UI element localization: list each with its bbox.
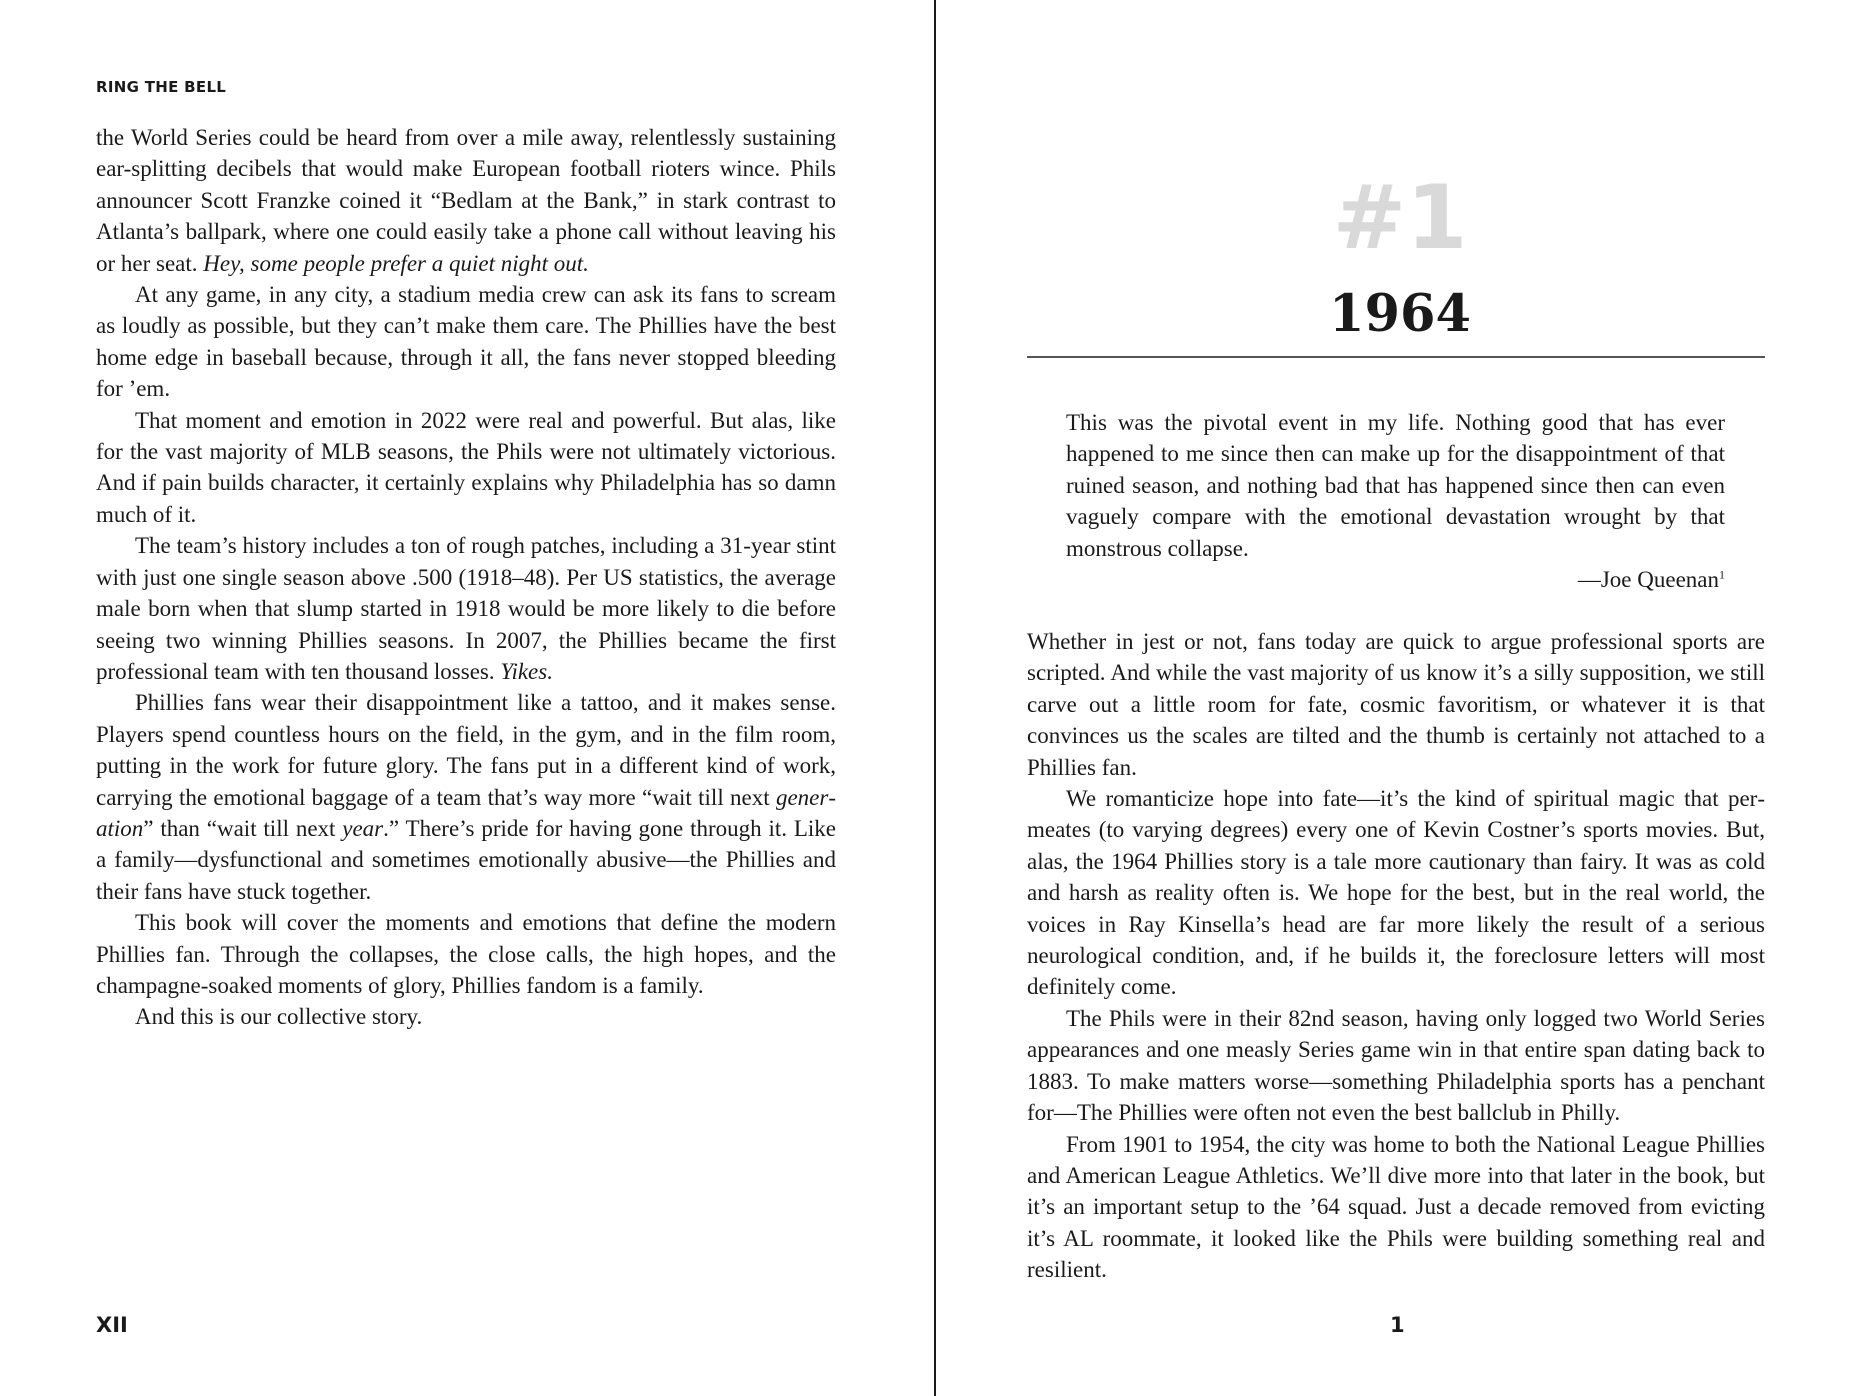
chapter-title: 1964 <box>1329 284 1471 344</box>
paragraph-italic: generation <box>96 784 836 841</box>
paragraph: We romanticize hope into fate—it’s the kind of spiritual magic that permeates (to varying degrees) every one of Kevin Costner’s sports movies. But, alas, the 1964 Phillies story is a tale more cautionary than fairy. It was as cold and harsh as reality often is. We hope for the best, but in the real world, the voices in Ray Kinsella’s head are far more likely the result of a serious neurological condition, and, if he builds it, the foreclosure letters will most definitely come. <box>1027 786 1765 1000</box>
paragraph: Whether in jest or not, fans today are quick to argue professional sports are scripted. And while the vast majority of us know it’s a silly supposition, we still carve out a little room for fate, cosmic favoritism, or whatever it is that convinces us the scales are tilted and the thumb is certainly not attached to a Phillies fan. <box>1027 629 1765 780</box>
epigraph <box>1066 407 1725 595</box>
epigraph-attribution <box>1066 564 1725 595</box>
paragraph <box>96 122 836 279</box>
page-number: XII <box>96 1313 128 1337</box>
paragraph-italic: Yikes. <box>500 658 553 684</box>
running-head: RING THE BELL <box>96 78 227 96</box>
book-gutter-divider <box>934 0 936 1396</box>
attribution-text: —Joe Queenan <box>1577 567 1719 593</box>
paragraph <box>96 687 836 907</box>
paragraph-text: Phillies fans wear their disappointment like a tattoo, and it makes sense. Players spend countless hours on the field, in the gym, and in the film room, putting in the work for future glory. The fans put in a different kind of work, carrying the emotional baggage of a team that’s way more “wait till next <box>96 690 836 810</box>
paragraph: The Phils were in their 82nd season, having only logged two World Series appearances and one measly Series game win in that entire span dating back to 1883. To make matters worse—something Philadelphia sports has a penchant for—The Phillies were often not even the best ballclub in Philly. <box>1027 1005 1765 1126</box>
paragraph-text: .” There’s pride for having gone through it. Like a family—dysfunctional and sometimes emotionally abusive—the Phillies and their fans have stuck together. <box>96 815 836 904</box>
paragraph-text: the World Series could be heard from over a mile away, relentlessly sustaining ear-splitting decibels that would make European football rioters wince. Phils announcer Scott Franzke coined it “Bedlam at the Bank,” in stark contrast to Atlanta’s ballpark, where one could easily take a phone call without leaving his or her seat. <box>96 125 836 276</box>
left-body-text <box>96 122 836 1033</box>
chapter-divider <box>1027 356 1765 358</box>
paragraph: This book will cover the moments and emotions that define the modern Phillies fan. Through the collapses, the close calls, the high hopes, and the champagne-soaked moments of glory, Phillies fandom is a family. <box>96 910 836 998</box>
paragraph-italic: Hey, some people prefer a quiet night out. <box>203 250 589 276</box>
paragraph: At any game, in any city, a stadium media crew can ask its fans to scream as loudly as possible, but they can’t make them care. The Phillies have the best home edge in baseball because, through it all, the fans never stopped bleeding for ’em. <box>96 282 836 402</box>
paragraph: From 1901 to 1954, the city was home to both the National League Phillies and American League Athletics. We’ll dive more into that later in the book, but it’s an important setup to the ’64 squad. Just a decade removed from evicting it’s AL roommate, it looked like the Phils were building something real and resilient. <box>1027 1131 1765 1283</box>
paragraph-italic: year <box>342 815 384 841</box>
epigraph-text: This was the pivotal event in my life. Nothing good that has ever happened to me since then can make up for the disappointment of that ruined season, and nothing bad that has happened since then can even vaguely compare with the emotional devastation wrought by that monstrous collapse. <box>1066 410 1725 561</box>
chapter-number: #1 <box>1332 166 1468 269</box>
page-number: 1 <box>1390 1313 1405 1337</box>
right-body-text <box>1027 626 1765 1286</box>
footnote-reference[interactable]: 1 <box>1719 567 1725 582</box>
paragraph-text: ” than “wait till next <box>143 815 343 841</box>
paragraph: And this is our collective story. <box>135 1004 423 1030</box>
paragraph-text: The team’s history includes a ton of rough patches, including a 31-year stint with just one single season above .500 (1918–48). Per US statistics, the average male born when that slump started in 1918 would be more likely to die before seeing two winning Phillies seasons. In 2007, the Phillies became the first professional team with ten thousand losses. <box>96 533 836 684</box>
paragraph: That moment and emotion in 2022 were real and powerful. But alas, like for the vast majority of MLB seasons, the Phils were not ultimately victorious. And if pain builds character, it certainly explains why Philadelphia has so damn much of it. <box>96 407 836 527</box>
paragraph <box>96 530 836 687</box>
